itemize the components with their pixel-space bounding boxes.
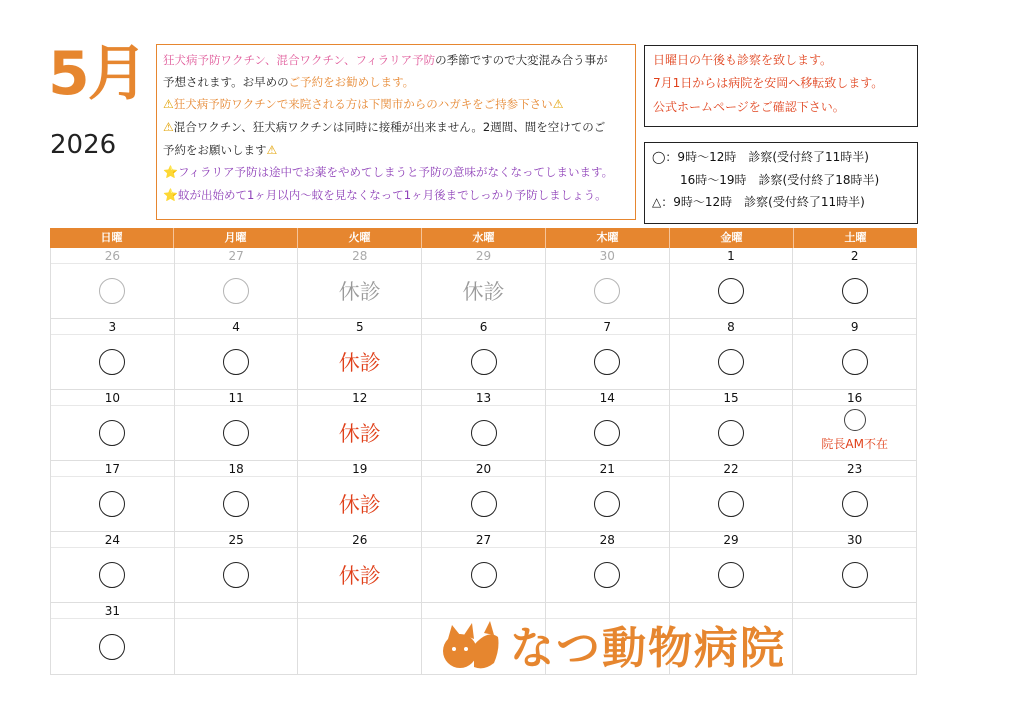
clinic-name: なつ動物病院	[510, 623, 786, 674]
calendar-day	[175, 532, 299, 602]
day-number: 24	[51, 532, 174, 548]
open-circle-icon	[471, 420, 497, 446]
calendar-day	[422, 461, 546, 531]
open-circle-icon	[594, 562, 620, 588]
calendar-day	[298, 532, 422, 602]
day-number: 26	[298, 532, 421, 548]
calendar-day	[793, 248, 917, 318]
notice-expected: 予想されます。お早めの	[163, 74, 289, 89]
year-label: 2026	[50, 130, 117, 160]
weekday-sun: 日曜	[50, 228, 174, 248]
open-circle-icon	[718, 491, 744, 517]
announcement-website: 公式ホームページをご確認下さい。	[653, 99, 845, 114]
closed-label: 休診	[338, 351, 381, 375]
calendar-day	[175, 248, 299, 318]
day-number: 29	[670, 532, 793, 548]
calendar-day	[422, 319, 546, 389]
calendar-day	[50, 248, 175, 318]
director-absent-label: 院長AM不在	[821, 437, 888, 451]
closed-label: 休診	[338, 280, 381, 304]
day-number: 11	[175, 390, 298, 406]
day-number: 23	[793, 461, 916, 477]
warning-icon: ⚠	[266, 142, 278, 157]
calendar-week	[50, 461, 917, 532]
open-circle-icon	[594, 491, 620, 517]
day-number: 19	[298, 461, 421, 477]
open-circle-icon	[223, 420, 249, 446]
day-number: 21	[546, 461, 669, 477]
calendar-day	[670, 248, 794, 318]
warning-icon: ⚠	[163, 119, 174, 134]
calendar-week	[50, 532, 917, 603]
calendar-day-empty	[793, 603, 917, 674]
day-number: 8	[670, 319, 793, 335]
calendar-day	[793, 532, 917, 602]
star-icon: ⭐	[163, 188, 178, 203]
calendar-day	[50, 390, 175, 460]
day-number: 12	[298, 390, 421, 406]
day-number: 25	[175, 532, 298, 548]
open-circle-icon	[471, 349, 497, 375]
weekday-mon: 月曜	[174, 228, 298, 248]
calendar-day	[298, 248, 422, 318]
day-number: 30	[793, 532, 916, 548]
month-title: 5月	[48, 39, 146, 109]
day-number: 31	[51, 603, 174, 619]
open-circle-icon	[718, 349, 744, 375]
closed-label: 休診	[338, 564, 381, 588]
cat-dog-logo-icon	[440, 615, 504, 673]
open-circle-icon	[842, 491, 868, 517]
calendar-day	[546, 319, 670, 389]
calendar-day	[422, 532, 546, 602]
day-number: 27	[422, 532, 545, 548]
open-circle-icon	[718, 420, 744, 446]
calendar-day	[50, 532, 175, 602]
closed-label: 休診	[462, 280, 505, 304]
day-number	[793, 603, 916, 619]
warning-icon: ⚠	[552, 96, 564, 111]
calendar-day	[298, 319, 422, 389]
day-number: 22	[670, 461, 793, 477]
day-number: 18	[175, 461, 298, 477]
weekday-wed: 水曜	[422, 228, 546, 248]
day-number: 20	[422, 461, 545, 477]
calendar-day	[50, 603, 175, 674]
day-number: 13	[422, 390, 545, 406]
day-number: 6	[422, 319, 545, 335]
day-number: 9	[793, 319, 916, 335]
open-circle-icon	[471, 562, 497, 588]
notice-vaccine-types: 狂犬病予防ワクチン、混合ワクチン、フィラリア予防	[163, 53, 436, 67]
calendar-day	[670, 532, 794, 602]
day-number: 30	[546, 248, 669, 264]
open-circle-icon	[99, 491, 125, 517]
notice-postcard: 狂犬病予防ワクチンで来院される方は下関市からのハガキをご持参下さい	[173, 96, 553, 111]
weekday-fri: 金曜	[670, 228, 794, 248]
open-circle-icon	[844, 409, 866, 431]
notice-no-simultaneous: 混合ワクチン、狂犬病ワクチンは同時に接種が出来ません。2週間、間を空けてのご	[173, 119, 606, 134]
day-number: 17	[51, 461, 174, 477]
day-number: 26	[51, 248, 174, 264]
day-number: 14	[546, 390, 669, 406]
calendar-day	[175, 390, 299, 460]
day-number: 27	[175, 248, 298, 264]
calendar	[50, 228, 917, 676]
weekday-tue: 火曜	[298, 228, 422, 248]
open-circle-icon	[99, 278, 125, 304]
open-circle-icon	[223, 349, 249, 375]
open-circle-icon	[99, 420, 125, 446]
weekday-thu: 木曜	[546, 228, 670, 248]
calendar-week	[50, 319, 917, 390]
calendar-day	[546, 390, 670, 460]
notice-reserve-request: 予約をお願いします	[163, 142, 267, 157]
open-circle-icon	[718, 562, 744, 588]
calendar-day	[50, 461, 175, 531]
calendar-day	[175, 461, 299, 531]
calendar-day	[175, 319, 299, 389]
open-circle-icon	[594, 278, 620, 304]
open-circle-icon	[718, 278, 744, 304]
open-circle-icon	[842, 278, 868, 304]
day-number: 15	[670, 390, 793, 406]
announcement-sunday: 日曜日の午後も診察を致します。	[653, 53, 833, 67]
announcement-relocation: 7月1日からは病院を安岡へ移転致します。	[653, 76, 884, 91]
hours-afternoon: 16時〜19時 診察(受付終了18時半)	[680, 172, 880, 187]
calendar-day	[670, 390, 794, 460]
open-circle-icon	[223, 562, 249, 588]
calendar-day	[793, 390, 917, 460]
calendar-day	[793, 461, 917, 531]
calendar-day	[546, 532, 670, 602]
open-circle-icon	[842, 562, 868, 588]
calendar-day	[422, 248, 546, 318]
day-number	[175, 603, 298, 619]
calendar-day	[422, 390, 546, 460]
open-circle-icon	[99, 349, 125, 375]
star-icon: ⭐	[163, 165, 178, 180]
calendar-header	[50, 228, 917, 248]
day-number: 2	[793, 248, 916, 264]
open-circle-icon	[99, 634, 125, 660]
calendar-day	[793, 319, 917, 389]
announcement-box	[644, 45, 918, 127]
day-number: 28	[298, 248, 421, 264]
warning-icon: ⚠	[163, 96, 174, 111]
day-number: 5	[298, 319, 421, 335]
day-number: 7	[546, 319, 669, 335]
day-number: 3	[51, 319, 174, 335]
open-circle-icon	[842, 349, 868, 375]
closed-label: 休診	[338, 493, 381, 517]
notice-reserve-early: ご予約をお勧めします。	[288, 74, 415, 89]
clinic-logo	[440, 612, 786, 676]
calendar-day	[670, 461, 794, 531]
notice-filaria-continue: フィラリア予防は途中でお薬をやめてしまうと予防の意味がなくなってしまいます。	[177, 165, 614, 180]
calendar-day	[546, 461, 670, 531]
vaccine-notice-box	[156, 44, 636, 220]
day-number: 28	[546, 532, 669, 548]
calendar-day	[670, 319, 794, 389]
weekday-sat: 土曜	[844, 231, 867, 244]
day-number: 29	[422, 248, 545, 264]
closed-label: 休診	[338, 422, 381, 446]
calendar-day	[546, 248, 670, 318]
open-circle-icon	[471, 491, 497, 517]
day-number: 16	[793, 390, 916, 406]
hours-circle: ◯：9時〜12時 診察(受付終了11時半)	[652, 150, 869, 164]
open-circle-icon	[223, 491, 249, 517]
calendar-day-empty	[298, 603, 422, 674]
hours-triangle: △：9時〜12時 診察(受付終了11時半)	[652, 195, 865, 210]
open-circle-icon	[594, 420, 620, 446]
open-circle-icon	[99, 562, 125, 588]
open-circle-icon	[594, 349, 620, 375]
calendar-day	[50, 319, 175, 389]
day-number	[298, 603, 421, 619]
open-circle-icon	[223, 278, 249, 304]
hours-box	[644, 142, 918, 224]
notice-filaria-period: 蚊が出始めて1ヶ月以内〜蚊を見なくなって1ヶ月後までしっかり予防しましょう。	[177, 188, 607, 203]
day-number: 4	[175, 319, 298, 335]
calendar-week	[50, 248, 917, 319]
day-number: 1	[670, 248, 793, 264]
notice-busy-season: の季節ですので大変混み合う事が	[435, 53, 608, 67]
day-number: 10	[51, 390, 174, 406]
calendar-week	[50, 390, 917, 461]
calendar-day	[298, 461, 422, 531]
calendar-day-empty	[175, 603, 299, 674]
calendar-day	[298, 390, 422, 460]
